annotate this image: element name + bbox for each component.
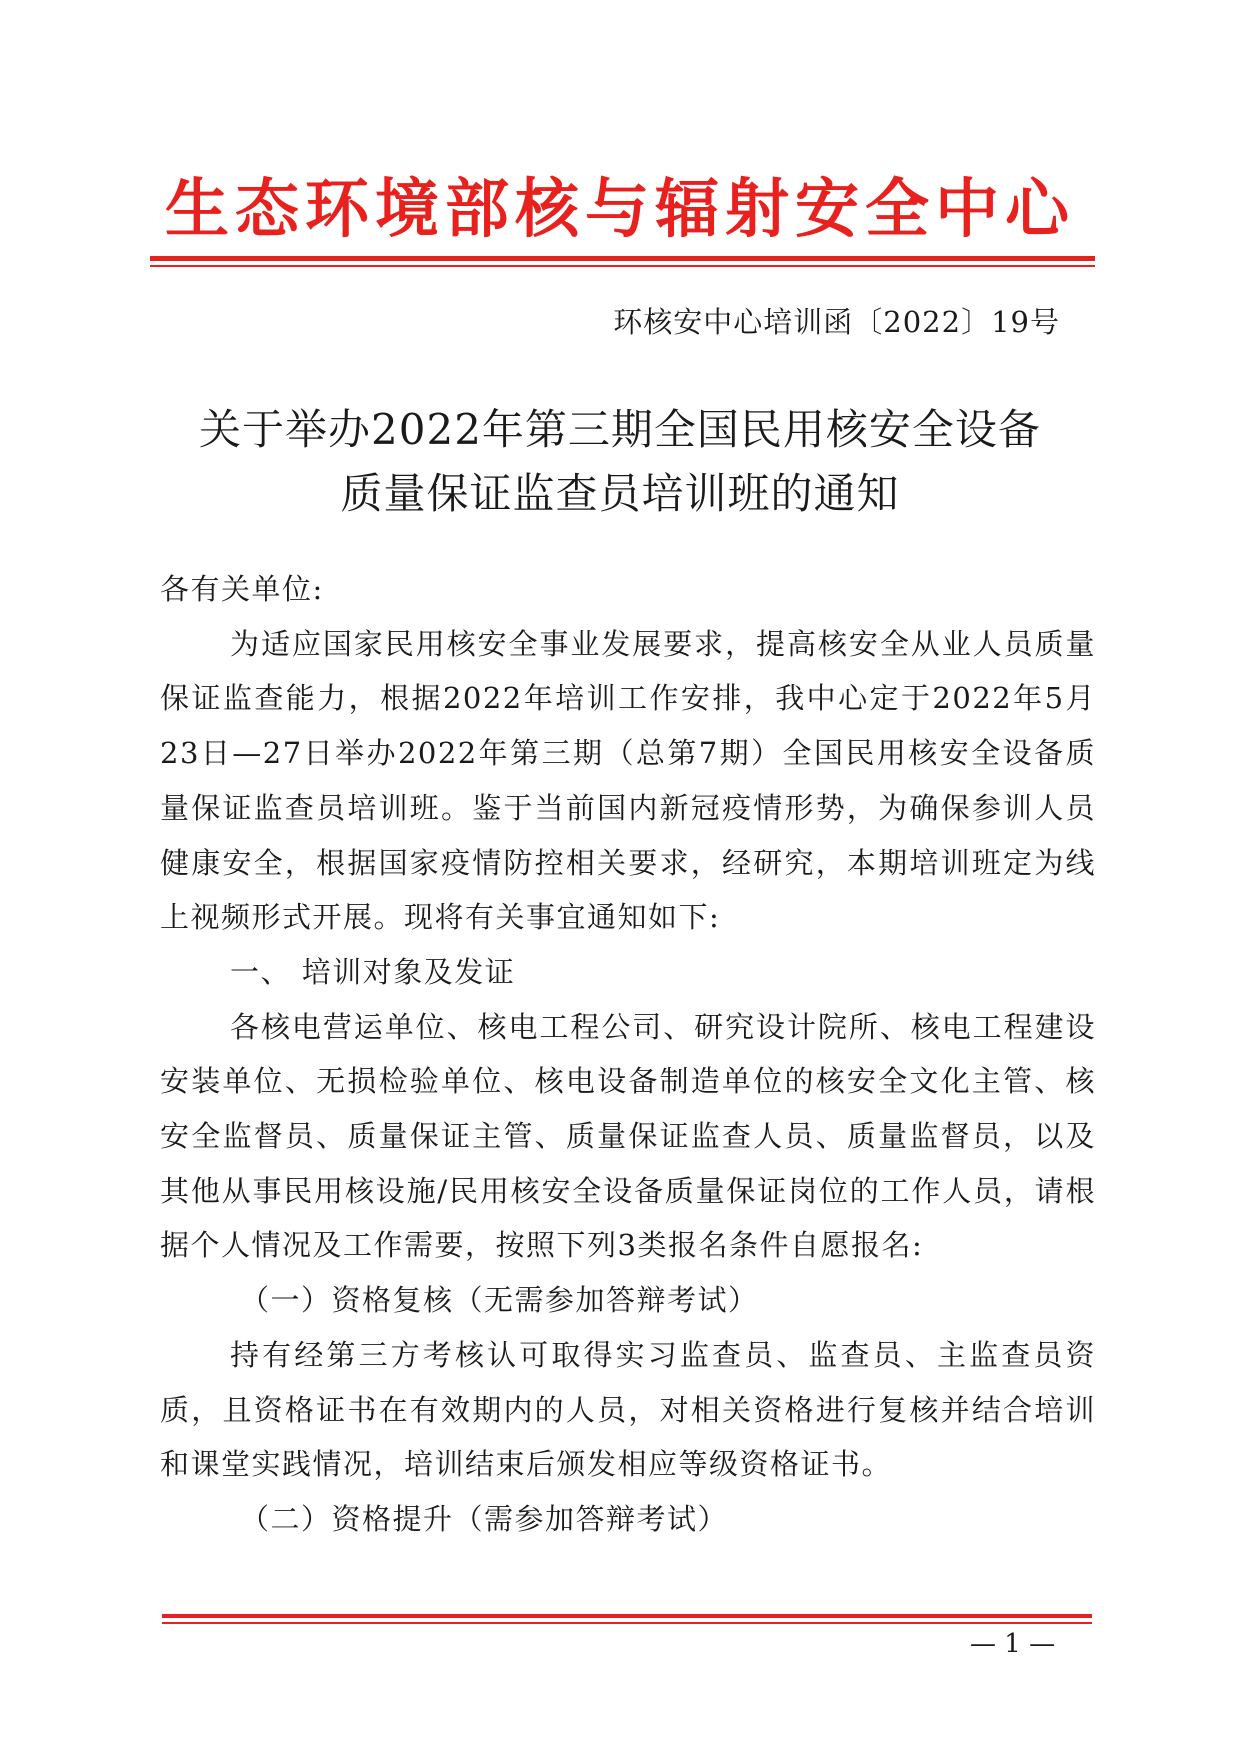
document-number: 环核安中心培训函〔2022〕19号	[613, 305, 1060, 339]
subsection1-paragraph: 持有经第三方考核认可取得实习监查员、监查员、主监查员资质，且资格证书在有效期内的人员，对相关资格进行复核并结合培训和课堂实践情况，培训结束后颁发相应等级资格证书。	[160, 1337, 1096, 1482]
letterhead-rule-thin	[150, 265, 1095, 267]
title-line-2: 质量保证监查员培训班的通知	[340, 469, 900, 518]
footer-rule-thick	[162, 1614, 1092, 1618]
subsection1-heading: （一）资格复核（无需参加答辩考试）	[240, 1283, 759, 1318]
subsection2-heading: （二）资格提升（需参加答辩考试）	[240, 1501, 729, 1536]
letterhead-rule-thick	[150, 256, 1095, 261]
document-body	[160, 562, 1096, 1547]
title-line-1: 关于举办2022年第三期全国民用核安全设备	[199, 405, 1041, 454]
page-number: — 1 —	[964, 1628, 1061, 1660]
footer-rule-thin	[162, 1622, 1092, 1624]
section1-heading: 一、 培训对象及发证	[230, 954, 516, 989]
section1-paragraph: 各核电营运单位、核电工程公司、研究设计院所、核电工程建设安装单位、无损检验单位、核电设备制造单位的核安全文化主管、核安全监督员、质量保证主管、质量保证监查人员、质量监督员，以及其他从事民用核设施/民用核安全设备质量保证岗位的工作人员，请根据个人情况及工作需要，按照下列3类报名条件自愿报名:	[160, 1009, 1096, 1263]
document-title	[150, 398, 1090, 526]
intro-paragraph: 为适应国家民用核安全事业发展要求，提高核安全从业人员质量保证监查能力，根据2022年培训工作安排，我中心定于2022年5月23日—27日举办2022年第三期（总第7期）全国民用核安全设备质量保证监查员培训班。鉴于当前国内新冠疫情形势，为确保参训人员健康安全，根据国家疫情防控相关要求，经研究，本期培训班定为线上视频形式开展。现将有关事宜通知如下:	[160, 626, 1096, 935]
salutation: 各有关单位:	[160, 572, 324, 606]
letterhead-org-name: 生态环境部核与辐射安全中心	[165, 173, 1075, 247]
